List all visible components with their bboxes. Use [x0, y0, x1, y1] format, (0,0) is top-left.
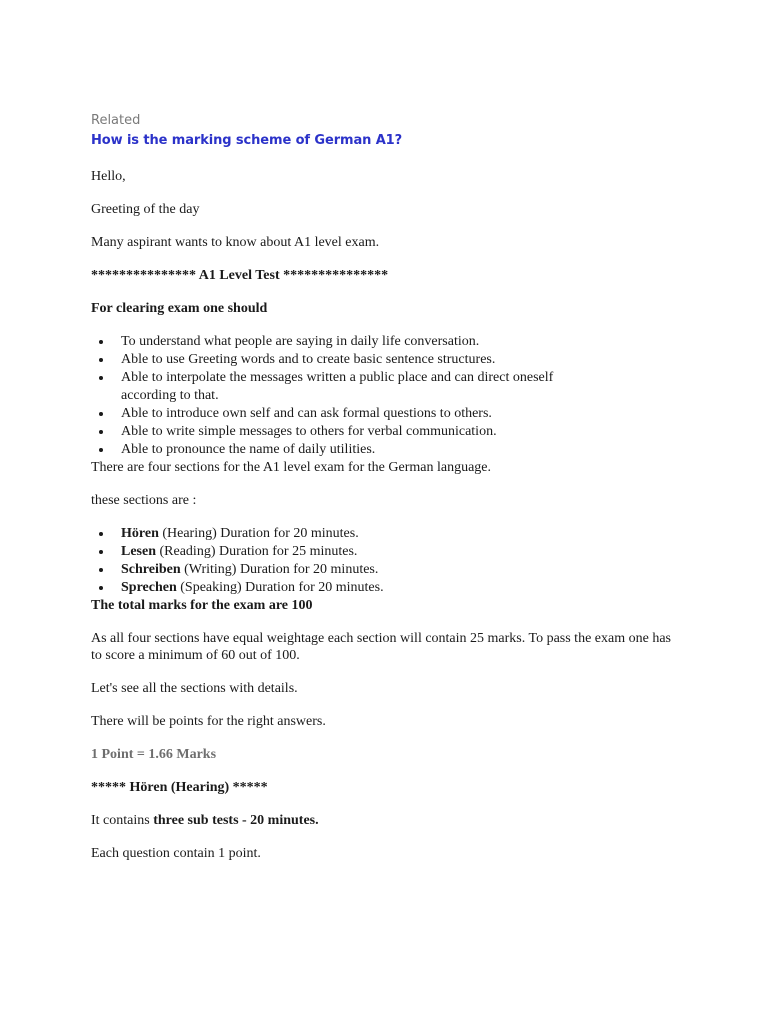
list-item: Able to pronounce the name of daily utilities.	[121, 441, 691, 459]
answer-document	[91, 112, 691, 862]
list-item: Able to use Greeting words and to create basic sentence structures.	[121, 351, 691, 369]
section-detail: (Speaking) Duration for 20 minutes.	[176, 580, 384, 595]
list-item: Able to interpolate the messages written a public place and can direct oneself according to that.	[121, 369, 591, 405]
section-detail: (Writing) Duration for 20 minutes.	[180, 562, 379, 577]
section-detail: (Hearing) Duration for 20 minutes.	[158, 526, 359, 541]
section-name: Hören	[121, 526, 159, 541]
related-question-link[interactable]: How is the marking scheme of German A1?	[91, 133, 403, 148]
section-name: Lesen	[121, 544, 156, 559]
sections-intro-text: There are four sections for the A1 level exam for the German language.	[91, 460, 491, 475]
greeting-text: Hello,	[91, 169, 126, 184]
related-label: Related	[91, 113, 141, 128]
sections-label: these sections are :	[91, 493, 197, 508]
each-question-text: Each question contain 1 point.	[91, 846, 261, 861]
clearing-heading: For clearing exam one should	[91, 301, 268, 316]
see-sections-text: Let's see all the sections with details.	[91, 681, 298, 696]
horen-heading: ***** Hören (Hearing) *****	[91, 780, 268, 795]
test-heading: *************** A1 Level Test ***************	[91, 268, 389, 283]
sections-list	[91, 525, 691, 597]
section-name: Sprechen	[121, 580, 177, 595]
point-value-text: 1 Point = 1.66 Marks	[91, 747, 217, 762]
list-item: Able to write simple messages to others for verbal communication.	[121, 423, 691, 441]
clearing-list	[91, 333, 691, 459]
contains-bold: three sub tests - 20 minutes.	[153, 813, 319, 828]
contains-text	[91, 812, 691, 829]
total-marks-text: The total marks for the exam are 100	[91, 598, 313, 613]
section-detail: (Reading) Duration for 25 minutes.	[156, 544, 358, 559]
greeting-day-text: Greeting of the day	[91, 202, 200, 217]
list-item	[121, 525, 691, 543]
list-item	[121, 543, 691, 561]
weightage-text: As all four sections have equal weightage each section will contain 25 marks. To pass the exam one has to score a minimum of 60 out of 100.	[91, 631, 671, 663]
section-name: Schreiben	[121, 562, 181, 577]
intro-text: Many aspirant wants to know about A1 level exam.	[91, 235, 380, 250]
list-item: Able to introduce own self and can ask formal questions to others.	[121, 405, 691, 423]
points-note-text: There will be points for the right answers.	[91, 714, 326, 729]
list-item	[121, 579, 691, 597]
contains-prefix: It contains	[91, 813, 154, 828]
list-item: To understand what people are saying in daily life conversation.	[121, 333, 691, 351]
list-item	[121, 561, 691, 579]
